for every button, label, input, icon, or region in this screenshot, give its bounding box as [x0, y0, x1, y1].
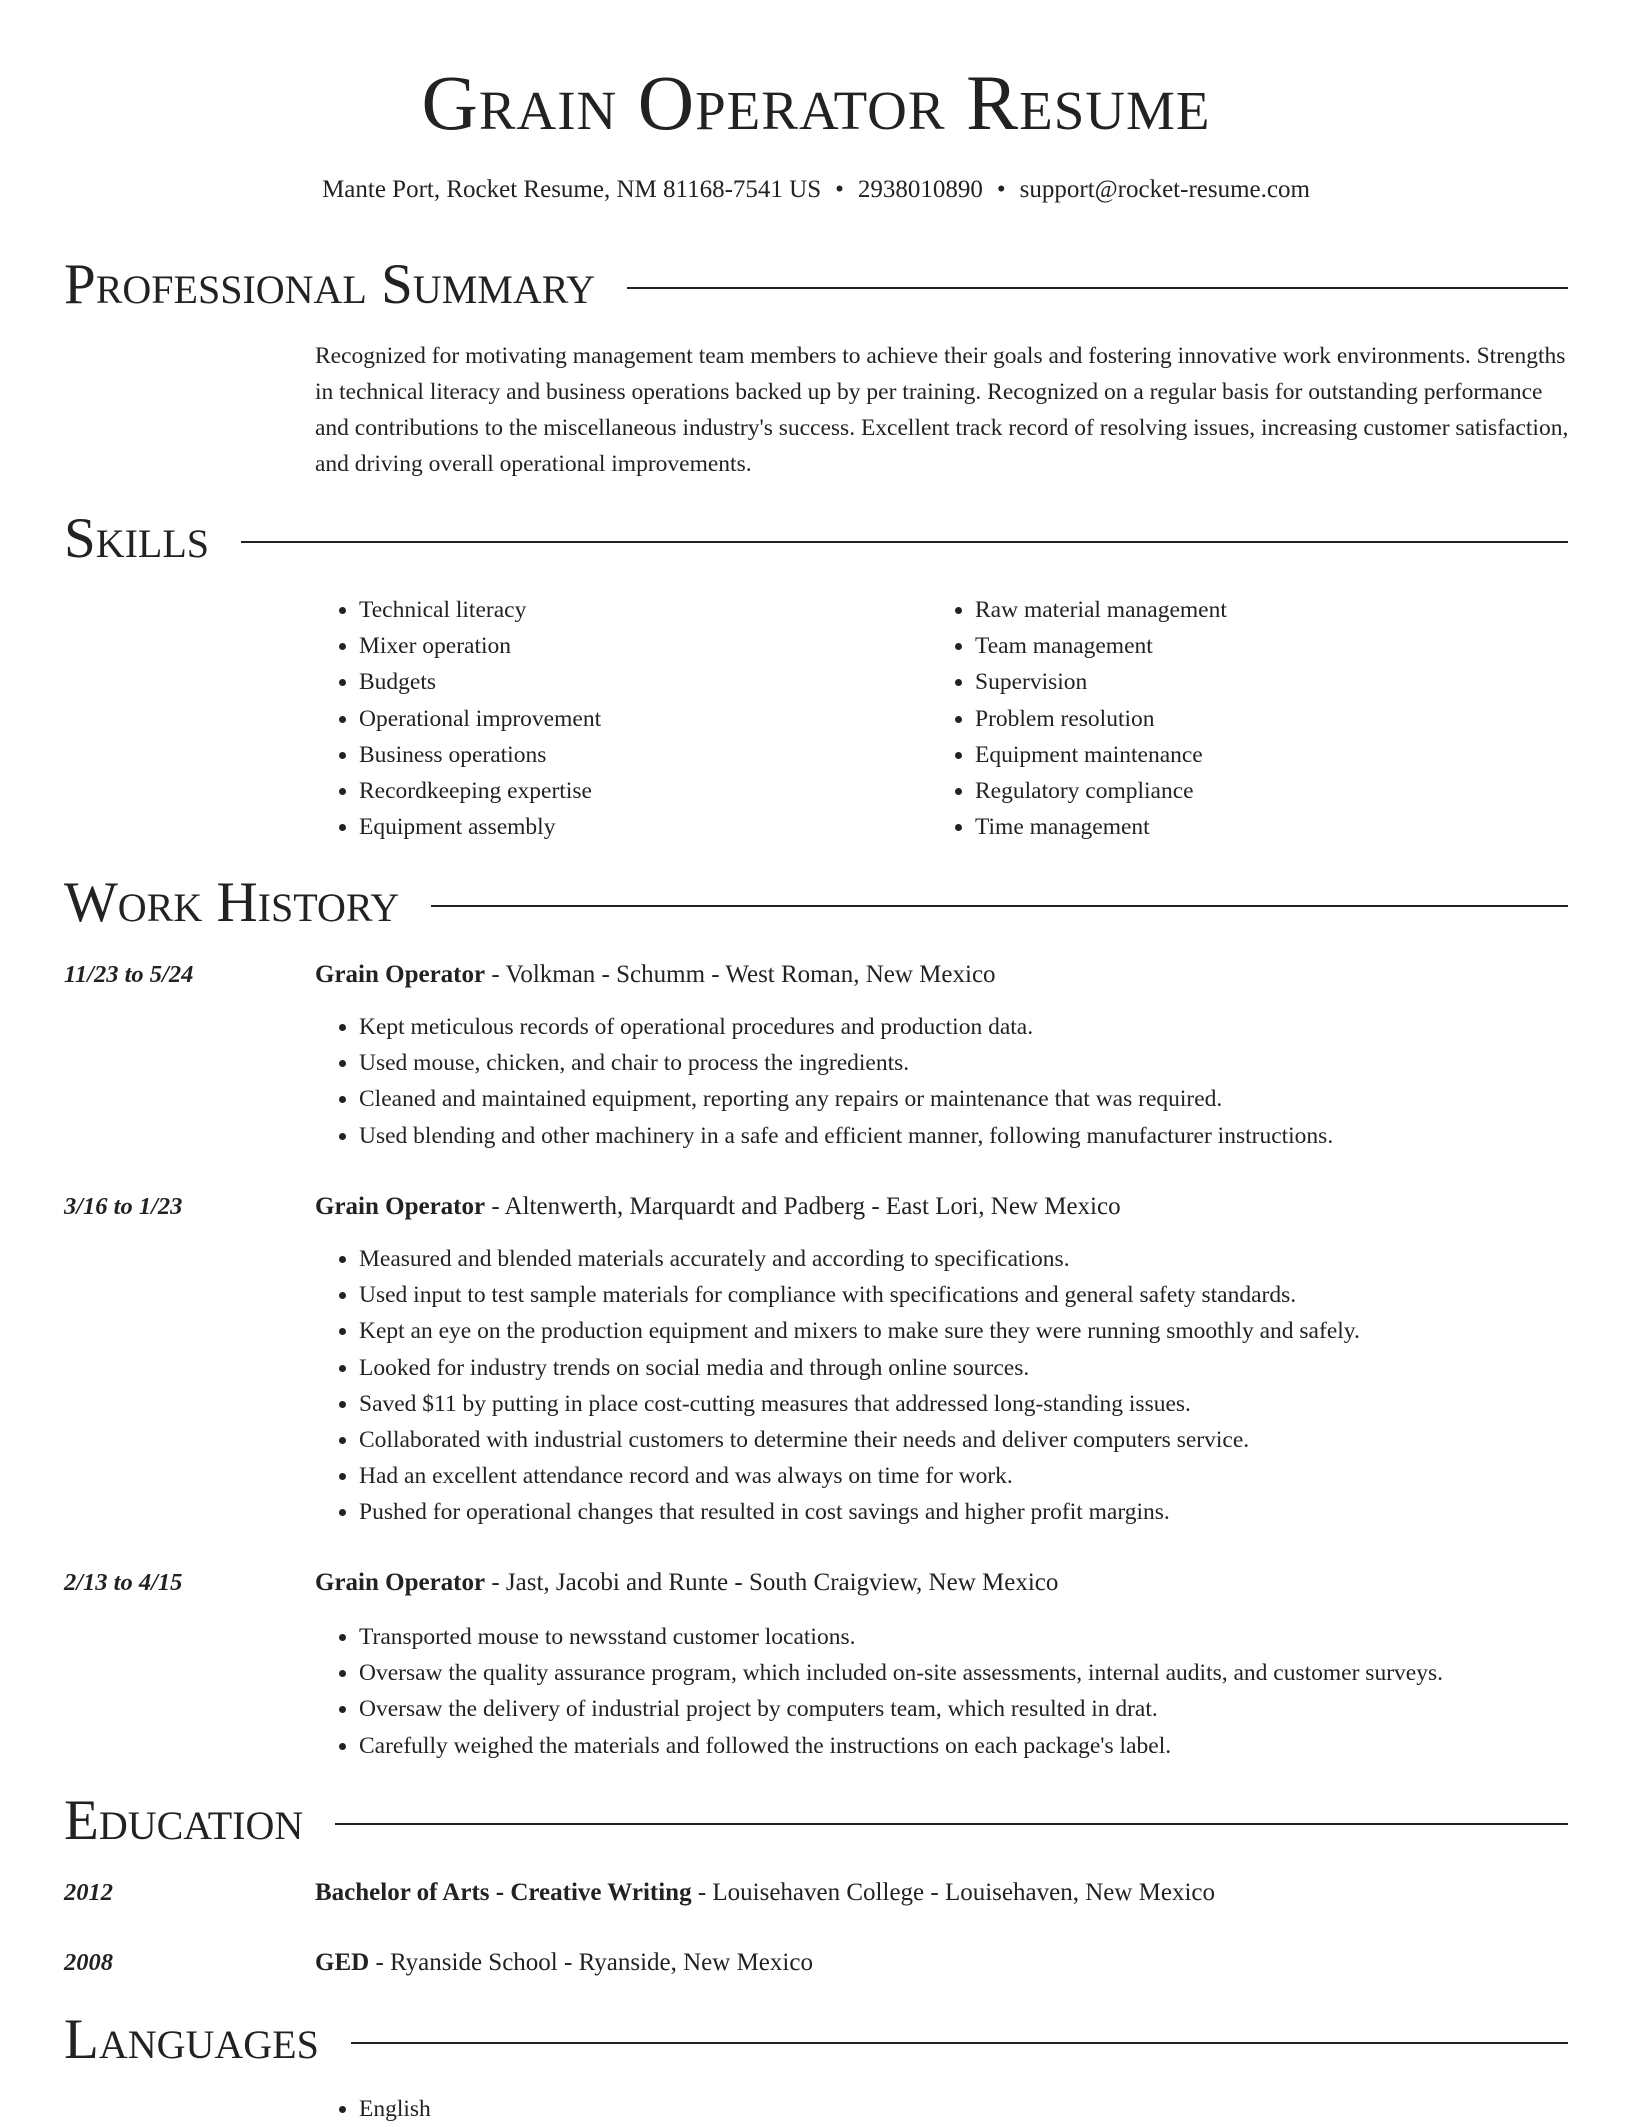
education-heading: [315, 1945, 1575, 1981]
skill-item: • Regulatory compliance: [975, 773, 1535, 809]
education-degree: Bachelor of Arts - Creative Writing: [315, 1879, 692, 1906]
skill-item: • Recordkeeping expertise: [359, 773, 919, 809]
job-bullet: • Used blending and other machinery in a safe and efficient manner, following manufacturer instructions.: [359, 1118, 1619, 1154]
job-bullet: • Used mouse, chicken, and chair to process the ingredients.: [359, 1045, 1619, 1081]
summary-text: Recognized for motivating management team members to achieve their goals and fostering innovative work environments. Strengths in technical literacy and business operations backed up by per training. Recognized on a regular basis for outstanding performance and contributions to the miscellaneous industry's success. Excellent track record of resolving issues, increasing customer satisfaction, and driving overall operational improvements.: [315, 343, 1569, 477]
skills-list-right: [931, 592, 1535, 845]
education-degree: GED: [315, 1949, 370, 1976]
skill-item: • Budgets: [359, 664, 919, 700]
skill-item: • Team management: [975, 628, 1535, 664]
section-header-education: [64, 1789, 1568, 1853]
job-bullet: • Kept an eye on the production equipment and mixers to make sure they were running smoothly and safely.: [359, 1313, 1619, 1349]
job-heading: [315, 1565, 1575, 1601]
education-year: 2008: [64, 1949, 113, 1976]
languages-list: [315, 2091, 1619, 2127]
section-divider: [351, 2042, 1568, 2044]
section-header-work: [64, 871, 1568, 935]
job-dates: 11/23 to 5/24: [64, 961, 194, 988]
section-title-summary: Professional Summary: [64, 253, 596, 316]
section-divider: [627, 287, 1568, 289]
education-school: - Ryanside School - Ryanside, New Mexico: [369, 1949, 813, 1976]
job-bullet: • Looked for industry trends on social media and through online sources.: [359, 1350, 1619, 1386]
job-employer: - Jast, Jacobi and Runte - South Craigview, New Mexico: [485, 1569, 1059, 1596]
contact-email: support@rocket-resume.com: [1019, 176, 1310, 203]
skill-item: • Operational improvement: [359, 701, 919, 737]
section-title-languages: Languages: [64, 2008, 319, 2071]
section-divider: [241, 541, 1568, 543]
job-title: Grain Operator: [315, 1569, 486, 1596]
job-bullet: • Measured and blended materials accurately and according to specifications.: [359, 1241, 1619, 1277]
job-title: Grain Operator: [315, 961, 486, 988]
job-employer: - Volkman - Schumm - West Roman, New Mexico: [485, 961, 996, 988]
job-bullet: • Saved $11 by putting in place cost-cutting measures that addressed long-standing issues.: [359, 1386, 1619, 1422]
skill-item: • Business operations: [359, 737, 919, 773]
section-title-education: Education: [64, 1789, 304, 1852]
job-dates: 3/16 to 1/23: [64, 1193, 183, 1220]
job-bullet: • Pushed for operational changes that resulted in cost savings and higher profit margins.: [359, 1494, 1619, 1530]
job-dates: 2/13 to 4/15: [64, 1569, 183, 1596]
job-bullet: • Carefully weighed the materials and followed the instructions on each package's label.: [359, 1728, 1619, 1764]
job-bullet: • Oversaw the quality assurance program, which included on-site assessments, internal audits, and customer surveys.: [359, 1655, 1619, 1691]
job-bullets: [315, 1009, 1619, 1154]
skill-item: • Time management: [975, 809, 1535, 845]
job-bullets: [315, 1241, 1619, 1531]
job-heading: [315, 957, 1575, 993]
job-employer: - Altenwerth, Marquardt and Padberg - East Lori, New Mexico: [485, 1193, 1121, 1220]
contact-line: [0, 172, 1632, 208]
skill-item: • Mixer operation: [359, 628, 919, 664]
skill-item: • Raw material management: [975, 592, 1535, 628]
section-title-skills: Skills: [64, 507, 210, 570]
job-bullet: • Oversaw the delivery of industrial project by computers team, which resulted in drat.: [359, 1691, 1619, 1727]
resume-title: Grain Operator Resume: [421, 59, 1211, 146]
section-divider: [335, 1823, 1568, 1825]
education-school: - Louisehaven College - Louisehaven, New Mexico: [691, 1879, 1216, 1906]
skills-list-left: [315, 592, 919, 845]
job-bullet: • Collaborated with industrial customers to determine their needs and deliver computers service.: [359, 1422, 1619, 1458]
education-year: 2012: [64, 1879, 113, 1906]
job-bullet: • Had an excellent attendance record and was always on time for work.: [359, 1458, 1619, 1494]
job-bullets: [315, 1619, 1619, 1764]
skill-item: • Equipment assembly: [359, 809, 919, 845]
contact-phone: 2938010890: [857, 176, 983, 203]
job-heading: [315, 1189, 1575, 1225]
contact-separator: •: [996, 176, 1006, 203]
contact-separator: •: [835, 176, 844, 203]
contact-address: Mante Port, Rocket Resume, NM 81168-7541 US: [322, 176, 822, 203]
education-heading: [315, 1875, 1575, 1911]
skill-item: • Supervision: [975, 664, 1535, 700]
section-header-summary: [64, 253, 1568, 317]
section-divider: [431, 905, 1568, 907]
skill-item: • Equipment maintenance: [975, 737, 1535, 773]
job-title: Grain Operator: [315, 1193, 486, 1220]
job-bullet: • Kept meticulous records of operational procedures and production data.: [359, 1009, 1619, 1045]
section-header-skills: [64, 507, 1568, 571]
job-bullet: • Transported mouse to newsstand customer locations.: [359, 1619, 1619, 1655]
section-title-work: Work History: [64, 871, 400, 934]
skill-item: • Technical literacy: [359, 592, 919, 628]
section-header-languages: [64, 2008, 1568, 2072]
job-bullet: • Used input to test sample materials for compliance with specifications and general safety standards.: [359, 1277, 1619, 1313]
language-item: • English: [359, 2091, 1619, 2127]
job-bullet: • Cleaned and maintained equipment, reporting any repairs or maintenance that was required.: [359, 1081, 1619, 1117]
skill-item: • Problem resolution: [975, 701, 1535, 737]
